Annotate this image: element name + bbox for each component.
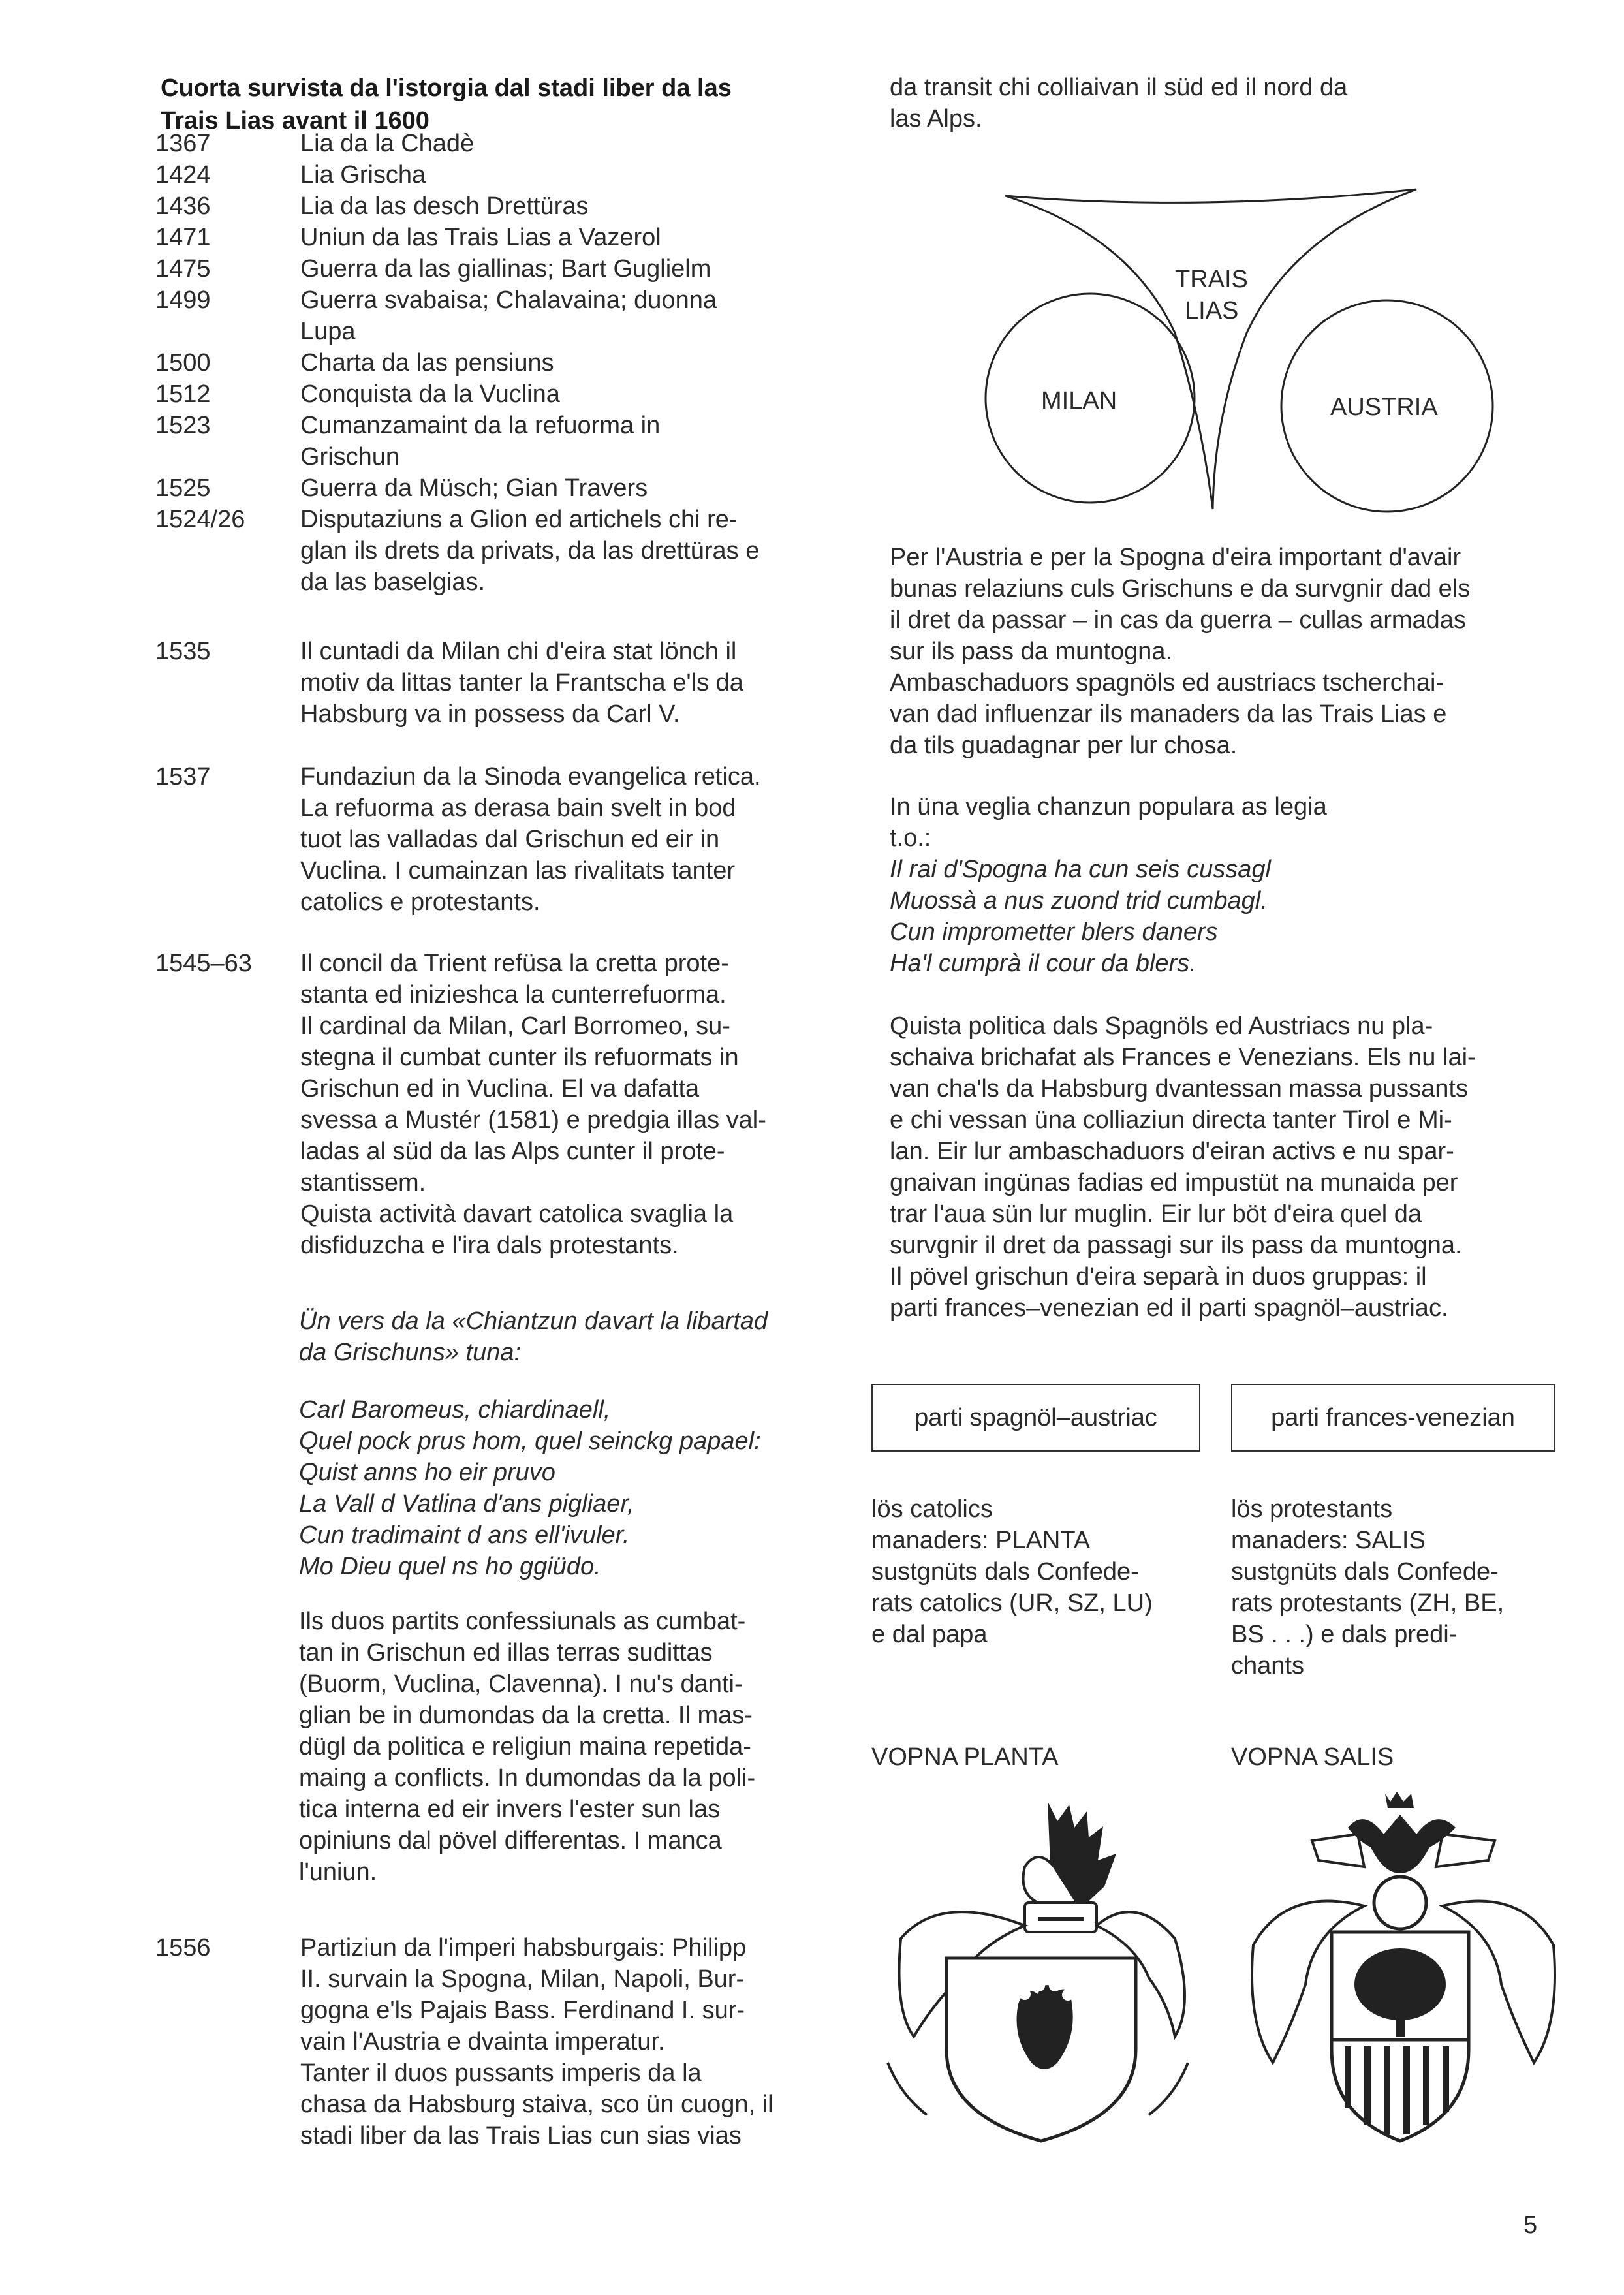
- timeline-desc-line: disfiduzcha e l'ira dals protestants.: [300, 1232, 679, 1259]
- party-right-line: BS . . .) e dals predi-: [1231, 1621, 1458, 1648]
- parties-line: Ils duos partits confessiunals as cumbat-: [299, 1608, 746, 1635]
- verse-intro-line: da Grischuns» tuna:: [299, 1339, 522, 1366]
- timeline-desc-line: Vuclina. I cumainzan las rivalitats tanter: [300, 857, 736, 884]
- song: [890, 854, 1569, 979]
- party-box-spanish-austrian: [871, 1384, 1200, 1452]
- timeline-entry: [155, 128, 838, 159]
- timeline-year: 1475: [155, 255, 211, 283]
- party-left-line: rats catolics (UR, SZ, LU): [871, 1589, 1153, 1617]
- timeline-entry: [155, 761, 838, 918]
- timeline-desc-line: Grischun: [300, 443, 400, 471]
- verse-line: Quel pock prus hom, quel seinckg papael:: [299, 1428, 761, 1455]
- timeline-desc-line: chasa da Habsburg staiva, sco ün cuogn, il: [300, 2091, 773, 2118]
- party-box-french-venetian: [1231, 1384, 1555, 1452]
- timeline-desc-line: Conquista da la Vuclina: [300, 381, 560, 408]
- verse-line: Cun tradimaint d ans ell'ivuler.: [299, 1522, 630, 1549]
- timeline-desc-line: Il cardinal da Milan, Carl Borromeo, su-: [300, 1012, 730, 1040]
- party-right-line: sustgnüts dals Confede-: [1231, 1558, 1499, 1585]
- timeline-year: 1424: [155, 161, 211, 189]
- verse-line: La Vall d Vatlina d'ans pigliaer,: [299, 1490, 634, 1518]
- para2-line: survgnir il dret da passagi sur ils pass da muntogna.: [890, 1232, 1462, 1259]
- timeline-desc: [300, 473, 838, 504]
- parties-line: dügl da politica e religiun maina repetida-: [299, 1733, 751, 1760]
- para1-line: il dret da passar – in cas da guerra – cullas armadas: [890, 606, 1466, 634]
- timeline-desc-line: Guerra svabaisa; Chalavaina; duonna: [300, 287, 717, 314]
- timeline-entry: [155, 222, 838, 253]
- timeline-year: 1523: [155, 412, 211, 439]
- timeline-entry: [155, 410, 838, 473]
- verse-line: Mo Dieu quel ns ho ggiüdo.: [299, 1553, 601, 1580]
- timeline-desc-line: tuot las valladas dal Grischun ed eir in: [300, 826, 720, 853]
- trais-lias-diagram: [927, 170, 1534, 522]
- timeline-entry-1556: [155, 1932, 838, 2151]
- timeline-entry: [155, 948, 838, 1261]
- para2-line: parti frances–venezian ed il parti spagnöl–austriac.: [890, 1294, 1448, 1322]
- timeline-desc-line: Grischun ed in Vuclina. El va dafatta: [300, 1075, 700, 1102]
- timeline-desc-line: II. survain la Spogna, Milan, Napoli, Bur-: [300, 1965, 745, 1993]
- timeline-desc-line: Il concil da Trient refüsa la cretta prote-: [300, 950, 729, 977]
- timeline-desc: [300, 1932, 838, 2151]
- verse: [299, 1394, 841, 1582]
- para2-line: lan. Eir lur ambaschaduors d'eiran activs e nu spar-: [890, 1138, 1454, 1165]
- right-intro: [890, 72, 1569, 134]
- para1-line: van dad influenzar ils manaders da las Trais Lias e: [890, 700, 1447, 728]
- parties-line: glian be in dumondas da la cretta. Il mas-: [299, 1702, 753, 1729]
- parties-line: opiniuns dal pövel differentas. I manca: [299, 1827, 722, 1854]
- party-left-line: e dal papa: [871, 1621, 988, 1648]
- timeline-desc: [300, 410, 838, 473]
- timeline-desc-line: Charta da las pensiuns: [300, 349, 554, 377]
- timeline-desc-line: gogna e'ls Pajais Bass. Ferdinand I. sur-: [300, 1997, 745, 2024]
- verse-line: Carl Baromeus, chiardinaell,: [299, 1396, 611, 1424]
- title-line-1: Cuorta survista da l'istorgia dal stadi liber da las: [161, 74, 732, 102]
- para2-line: van cha'ls da Habsburg dvantessan massa pussants: [890, 1075, 1468, 1102]
- song-intro-line: t.o.:: [890, 824, 931, 852]
- planta-coat-of-arms: [862, 1788, 1214, 2154]
- song-intro: [890, 791, 1569, 854]
- coat-label-planta: VOPNA PLANTA: [871, 1743, 1059, 1771]
- song-line: Il rai d'Spogna ha cun seis cussagl: [890, 856, 1271, 883]
- timeline-desc-line: Lupa: [300, 318, 356, 345]
- parties-line: (Buorm, Vuclina, Clavenna). I nu's danti-: [299, 1670, 743, 1698]
- timeline-year: 1525: [155, 475, 211, 502]
- timeline-desc-line: svessa a Mustér (1581) e predgia illas val-: [300, 1106, 766, 1134]
- timeline-desc-line: Guerra da las giallinas; Bart Guglielm: [300, 255, 711, 283]
- timeline-desc-line: Il cuntadi da Milan chi d'eira stat lönch il: [300, 638, 737, 665]
- timeline-desc-line: stegna il cumbat cunter ils refuormats in: [300, 1044, 739, 1071]
- timeline-desc: [300, 222, 838, 253]
- party-right-desc: [1231, 1493, 1555, 1681]
- para2-line: Quista politica dals Spagnöls ed Austriacs nu pla-: [890, 1012, 1433, 1040]
- verse-line: Quist anns ho eir pruvo: [299, 1459, 555, 1486]
- para1-line: Per l'Austria e per la Spogna d'eira important d'avair: [890, 544, 1461, 571]
- austria-label: AUSTRIA: [1330, 394, 1438, 421]
- song-line: Cun imprometter blers daners: [890, 918, 1218, 946]
- timeline-entry: [155, 159, 838, 191]
- party-right-line: lös protestants: [1231, 1495, 1393, 1523]
- timeline-desc-line: Tanter il duos pussants imperis da la: [300, 2059, 702, 2087]
- song-line: Ha'l cumprà il cour da blers.: [890, 950, 1196, 977]
- party-left-line: sustgnüts dals Confede-: [871, 1558, 1139, 1585]
- party-right-line: chants: [1231, 1652, 1304, 1679]
- para1-line: Ambaschaduors spagnöls ed austriacs tscherchai-: [890, 669, 1444, 696]
- timeline-desc-line: Partiziun da l'imperi habsburgais: Philipp: [300, 1934, 747, 1961]
- para1-line: sur ils pass da muntogna.: [890, 638, 1173, 665]
- timeline-year: 1524/26: [155, 506, 245, 533]
- milan-label: MILAN: [1041, 387, 1117, 414]
- page-title: [161, 72, 842, 137]
- parties-line: tan in Grischun ed illas terras sudittas: [299, 1639, 713, 1666]
- timeline-entry: [155, 191, 838, 222]
- timeline-desc-line: motiv da littas tanter la Frantscha e'ls da: [300, 669, 743, 696]
- song-line: Muossà a nus zuond trid cumbagl.: [890, 887, 1268, 914]
- timeline-desc-line: Lia da las desch Drettüras: [300, 193, 589, 220]
- parties-line: tica interna ed eir invers l'ester sun las: [299, 1796, 721, 1823]
- timeline-desc-line: da las baselgias.: [300, 569, 486, 596]
- timeline-desc: [300, 253, 838, 285]
- parties-line: maing a conflicts. In dumondas da la poli-: [299, 1764, 756, 1792]
- timeline-desc: [300, 379, 838, 410]
- song-intro-line: In üna veglia chanzun populara as legia: [890, 793, 1327, 820]
- para2-line: schaiva brichafat als Frances e Venezians. Els nu lai-: [890, 1044, 1476, 1071]
- timeline-year: 1367: [155, 130, 211, 157]
- timeline-entry: [155, 379, 838, 410]
- party-right-line: manaders: SALIS: [1231, 1527, 1426, 1554]
- party-box-label: parti frances-venezian: [1271, 1403, 1515, 1431]
- party-left-desc: [871, 1493, 1200, 1650]
- timeline-year: 1499: [155, 287, 211, 314]
- salis-coat-of-arms: [1234, 1788, 1573, 2154]
- timeline-desc: [300, 504, 838, 598]
- para2-line: trar l'aua sün lur muglin. Eir lur böt d'eira quel da: [890, 1200, 1422, 1228]
- timeline-desc-line: ladas al süd da las Alps cunter il prote-: [300, 1138, 725, 1165]
- parties-line: l'uniun.: [299, 1858, 377, 1886]
- timeline-desc-line: stanta ed inizieshca la cunterrefuorma.: [300, 981, 726, 1008]
- right-intro-line: las Alps.: [890, 105, 982, 133]
- timeline-desc-line: La refuorma as derasa bain svelt in bod: [300, 794, 736, 822]
- timeline-desc: [300, 347, 838, 379]
- timeline-desc: [300, 285, 838, 347]
- party-left-line: manaders: PLANTA: [871, 1527, 1091, 1554]
- party-left-line: lös catolics: [871, 1495, 993, 1523]
- para2-line: gnaivan ingünas fadias ed impustüt na munaida per: [890, 1169, 1458, 1196]
- timeline-desc-line: Habsburg va in possess da Carl V.: [300, 700, 680, 728]
- timeline-desc-line: Guerra da Müsch; Gian Travers: [300, 475, 648, 502]
- para1-line: bunas relaziuns culs Grischuns e da survgnir dad els: [890, 575, 1471, 602]
- timeline-year: 1512: [155, 381, 211, 408]
- timeline-desc-line: Lia Grischa: [300, 161, 426, 189]
- para2-line: Il pövel grischun d'eira separà in duos gruppas: il: [890, 1263, 1427, 1290]
- timeline-year: 1436: [155, 193, 211, 220]
- timeline-desc-line: stantissem.: [300, 1169, 426, 1196]
- timeline-desc: [300, 159, 838, 191]
- timeline-entry: [155, 504, 838, 598]
- timeline-desc: [300, 128, 838, 159]
- timeline-desc-line: glan ils drets da privats, da las drettüras e: [300, 537, 760, 565]
- timeline-desc-line: vain l'Austria e dvainta imperatur.: [300, 2028, 665, 2055]
- lias-label: LIAS: [1185, 297, 1239, 324]
- timeline-desc-line: Uniun da las Trais Lias a Vazerol: [300, 224, 661, 251]
- timeline-desc-line: Cumanzamaint da la refuorma in: [300, 412, 661, 439]
- right-intro-line: da transit chi colliaivan il süd ed il nord da: [890, 74, 1348, 101]
- timeline-desc: [300, 948, 838, 1261]
- verse-intro-line: Ün vers da la «Chiantzun davart la libartad: [299, 1307, 768, 1335]
- timeline-desc-line: catolics e protestants.: [300, 888, 540, 916]
- timeline-year: 1556: [155, 1934, 211, 1961]
- trais-lias-shape: [1005, 189, 1416, 509]
- para2-line: e chi vessan üna colliaziun directa tanter Tirol e Mi-: [890, 1106, 1452, 1134]
- verse-intro: [299, 1305, 841, 1368]
- title-line-2: Trais Lias avant il 1600: [161, 107, 429, 134]
- para1-line: da tils guadagnar per lur chosa.: [890, 732, 1238, 759]
- timeline-desc: [300, 191, 838, 222]
- paragraph-austria-spain: [890, 542, 1569, 761]
- parties-paragraph: [299, 1606, 841, 1888]
- timeline-desc-line: Disputaziuns a Glion ed artichels chi re-: [300, 506, 738, 533]
- timeline-desc-line: Lia da la Chadè: [300, 130, 475, 157]
- page-number: 5: [1523, 2211, 1538, 2239]
- trais-label: TRAIS: [1175, 266, 1248, 293]
- coat-label-salis: VOPNA SALIS: [1231, 1743, 1394, 1771]
- party-right-line: rats protestants (ZH, BE,: [1231, 1589, 1505, 1617]
- paragraph-policy: [890, 1010, 1569, 1324]
- timeline-desc: [300, 636, 838, 730]
- timeline-desc: [300, 761, 838, 918]
- timeline-entry: [155, 285, 838, 347]
- timeline-year: 1545–63: [155, 950, 252, 977]
- timeline-desc-line: Fundaziun da la Sinoda evangelica retica.: [300, 763, 761, 790]
- timeline-desc-line: stadi liber da las Trais Lias cun sias vias: [300, 2122, 742, 2149]
- timeline-entry: [155, 473, 838, 504]
- party-box-label: parti spagnöl–austriac: [914, 1403, 1157, 1431]
- timeline-year: 1471: [155, 224, 211, 251]
- timeline-desc-line: Quista actività davart catolica svaglia la: [300, 1200, 734, 1228]
- timeline-year: 1537: [155, 763, 211, 790]
- timeline-entry: [155, 253, 838, 285]
- timeline-entry: [155, 347, 838, 379]
- timeline-year: 1535: [155, 638, 211, 665]
- timeline-entry: [155, 636, 838, 730]
- timeline-year: 1500: [155, 349, 211, 377]
